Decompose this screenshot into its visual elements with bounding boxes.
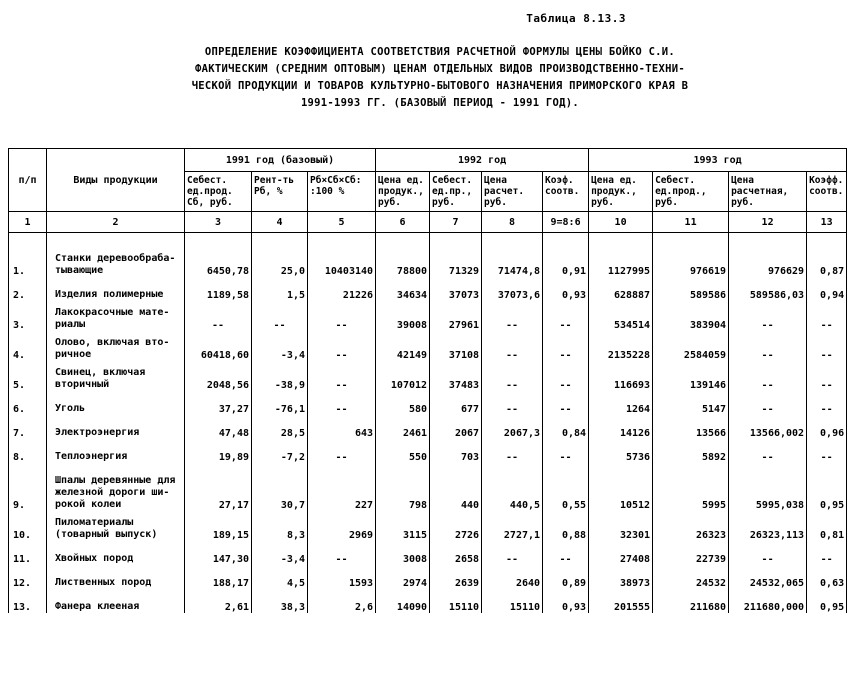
table-cell: 27408: [589, 541, 653, 565]
table-cell: 227: [308, 463, 376, 511]
row-number: 12.: [9, 565, 47, 589]
table-cell: 22739: [653, 541, 729, 565]
table-cell: 534514: [589, 301, 653, 331]
product-name: Лакокрасочные мате- риалы: [47, 301, 185, 331]
table-cell: 26323,113: [729, 511, 807, 541]
header-profitability-1991: Рент-ть Рб, %: [252, 172, 308, 212]
table-number: Таблица 8.13.3: [526, 12, 626, 25]
column-number: 2: [47, 212, 185, 233]
table-cell: 3115: [376, 511, 430, 541]
header-price-1992: Цена ед. продук., руб.: [376, 172, 430, 212]
table-cell: 147,30: [185, 541, 252, 565]
header-calc-price-1993: Цена расчетная, руб.: [729, 172, 807, 212]
table-cell: 27961: [430, 301, 482, 331]
product-name: Станки деревообраба- тывающие: [47, 233, 185, 278]
caption-line: ФАКТИЧЕСКИМ (СРЕДНИМ ОПТОВЫМ) ЦЕНАМ ОТДЕЛЬНЫХ ВИДОВ ПРОИЗВОДСТВЕННО-ТЕХНИ-: [195, 63, 685, 75]
header-product: Виды продукции: [47, 149, 185, 212]
table-cell: 47,48: [185, 415, 252, 439]
table-cell: 30,7: [252, 463, 308, 511]
table-cell: --: [308, 439, 376, 463]
table-cell: --: [729, 391, 807, 415]
table-cell: 440,5: [482, 463, 543, 511]
table-cell: 10403140: [308, 233, 376, 278]
table-cell: 5147: [653, 391, 729, 415]
table-cell: 2658: [430, 541, 482, 565]
table-cell: 27,17: [185, 463, 252, 511]
table-cell: 188,17: [185, 565, 252, 589]
header-price-1993: Цена ед. продук., руб.: [589, 172, 653, 212]
table-cell: 24532,065: [729, 565, 807, 589]
product-name: Электроэнергия: [47, 415, 185, 439]
table-cell: 6450,78: [185, 233, 252, 278]
table-cell: 14090: [376, 589, 430, 613]
table-cell: 2969: [308, 511, 376, 541]
column-number: 11: [653, 212, 729, 233]
table-cell: 589586,03: [729, 277, 807, 301]
row-number: 9.: [9, 463, 47, 511]
table-cell: 71329: [430, 233, 482, 278]
table-cell: --: [308, 301, 376, 331]
table-cell: 42149: [376, 331, 430, 361]
table-cell: --: [807, 301, 847, 331]
table-row: [9, 511, 847, 541]
table-cell: 643: [308, 415, 376, 439]
table-cell: 24532: [653, 565, 729, 589]
table-cell: --: [308, 331, 376, 361]
table-cell: 0,89: [543, 565, 589, 589]
table-cell: --: [482, 541, 543, 565]
table-cell: 2726: [430, 511, 482, 541]
table-cell: --: [543, 391, 589, 415]
table-body: [9, 233, 847, 614]
table-cell: 60418,60: [185, 331, 252, 361]
table-cell: 589586: [653, 277, 729, 301]
row-number: 4.: [9, 331, 47, 361]
table-cell: 1189,58: [185, 277, 252, 301]
table-cell: 628887: [589, 277, 653, 301]
table-row: [9, 277, 847, 301]
table-cell: 37073: [430, 277, 482, 301]
table-cell: 21226: [308, 277, 376, 301]
product-name: Лиственных пород: [47, 565, 185, 589]
table-cell: 1,5: [252, 277, 308, 301]
table-cell: 8,3: [252, 511, 308, 541]
table-cell: --: [308, 391, 376, 415]
table-cell: 38,3: [252, 589, 308, 613]
table-row: [9, 331, 847, 361]
table-cell: 976619: [653, 233, 729, 278]
table-cell: 0,95: [807, 463, 847, 511]
table-cell: 13566,002: [729, 415, 807, 439]
row-number: 3.: [9, 301, 47, 331]
table-cell: 0,96: [807, 415, 847, 439]
table-cell: -3,4: [252, 541, 308, 565]
table-cell: 32301: [589, 511, 653, 541]
table-row: [9, 301, 847, 331]
table-row: [9, 361, 847, 391]
header-year-1993: 1993 год: [589, 149, 847, 172]
product-name: Фанера клееная: [47, 589, 185, 613]
header-year-1991: 1991 год (базовый): [185, 149, 376, 172]
table-cell: 0,95: [807, 589, 847, 613]
table-cell: 2639: [430, 565, 482, 589]
header-cost-1993: Себест. ед.прод., руб.: [653, 172, 729, 212]
table-cell: 37073,6: [482, 277, 543, 301]
table-cell: 211680: [653, 589, 729, 613]
table-cell: 2067: [430, 415, 482, 439]
table-row: [9, 463, 847, 511]
column-number: 4: [252, 212, 308, 233]
table-cell: 5736: [589, 439, 653, 463]
table-cell: --: [729, 541, 807, 565]
table-cell: --: [807, 391, 847, 415]
table-cell: 0,94: [807, 277, 847, 301]
table-cell: -3,4: [252, 331, 308, 361]
table-cell: --: [729, 361, 807, 391]
table-cell: 2640: [482, 565, 543, 589]
product-name: Свинец, включая вторичный: [47, 361, 185, 391]
header-year-1992: 1992 год: [376, 149, 589, 172]
table-cell: 4,5: [252, 565, 308, 589]
row-number: 13.: [9, 589, 47, 613]
table-cell: --: [807, 361, 847, 391]
table-cell: 383904: [653, 301, 729, 331]
table-cell: 2,6: [308, 589, 376, 613]
table-cell: 2135228: [589, 331, 653, 361]
table-cell: --: [252, 301, 308, 331]
table-cell: 976629: [729, 233, 807, 278]
table-cell: --: [729, 439, 807, 463]
table-cell: 0,81: [807, 511, 847, 541]
table-cell: --: [543, 541, 589, 565]
table-cell: 37108: [430, 331, 482, 361]
product-name: Олово, включая вто- ричное: [47, 331, 185, 361]
table-cell: --: [482, 301, 543, 331]
table-cell: --: [543, 439, 589, 463]
table-cell: --: [807, 439, 847, 463]
table-cell: 39008: [376, 301, 430, 331]
price-coefficient-table: [8, 148, 847, 613]
table-cell: 0,55: [543, 463, 589, 511]
table-caption: [160, 44, 720, 112]
product-name: Теплоэнергия: [47, 439, 185, 463]
table-cell: 71474,8: [482, 233, 543, 278]
table-cell: --: [729, 331, 807, 361]
product-name: Хвойных пород: [47, 541, 185, 565]
row-number: 2.: [9, 277, 47, 301]
row-number: 10.: [9, 511, 47, 541]
table-cell: 798: [376, 463, 430, 511]
table-cell: --: [543, 301, 589, 331]
table-cell: 1264: [589, 391, 653, 415]
table-cell: --: [807, 541, 847, 565]
table-cell: --: [482, 391, 543, 415]
column-number: 10: [589, 212, 653, 233]
table-cell: 28,5: [252, 415, 308, 439]
table-cell: 14126: [589, 415, 653, 439]
column-number: 8: [482, 212, 543, 233]
table-row: [9, 589, 847, 613]
table-cell: 2067,3: [482, 415, 543, 439]
table-cell: 703: [430, 439, 482, 463]
table-cell: --: [185, 301, 252, 331]
table-cell: 38973: [589, 565, 653, 589]
table-cell: 0,84: [543, 415, 589, 439]
caption-line: ЧЕСКОЙ ПРОДУКЦИИ И ТОВАРОВ КУЛЬТУРНО-БЫТОВОГО НАЗНАЧЕНИЯ ПРИМОРСКОГО КРАЯ В: [191, 80, 689, 92]
table-cell: --: [543, 361, 589, 391]
table-cell: 677: [430, 391, 482, 415]
table-cell: 440: [430, 463, 482, 511]
table-cell: 37483: [430, 361, 482, 391]
column-number: 9=8:6: [543, 212, 589, 233]
row-number: 7.: [9, 415, 47, 439]
row-number: 8.: [9, 439, 47, 463]
table-cell: 78800: [376, 233, 430, 278]
column-number: 5: [308, 212, 376, 233]
table-cell: 2974: [376, 565, 430, 589]
table-cell: --: [482, 361, 543, 391]
row-number: 6.: [9, 391, 47, 415]
table-cell: 0,93: [543, 589, 589, 613]
table-cell: 26323: [653, 511, 729, 541]
table-cell: 2461: [376, 415, 430, 439]
header-coef-1993: Коэфф. соотв.: [807, 172, 847, 212]
table-cell: 0,93: [543, 277, 589, 301]
table-row: [9, 439, 847, 463]
table-cell: 107012: [376, 361, 430, 391]
header-cost-1992: Себест. ед.пр., руб.: [430, 172, 482, 212]
header-pn: п/п: [9, 149, 47, 212]
table-cell: 1593: [308, 565, 376, 589]
caption-line: ОПРЕДЕЛЕНИЕ КОЭФФИЦИЕНТА СООТВЕТСТВИЯ РАСЧЕТНОЙ ФОРМУЛЫ ЦЕНЫ БОЙКО С.И.: [204, 46, 676, 58]
table-row: [9, 233, 847, 278]
table-cell: 580: [376, 391, 430, 415]
product-name: Шпалы деревянные для железной дороги ши- рокой колеи: [47, 463, 185, 511]
column-number: 6: [376, 212, 430, 233]
table-cell: 116693: [589, 361, 653, 391]
table-cell: -38,9: [252, 361, 308, 391]
table-cell: -7,2: [252, 439, 308, 463]
column-number: 3: [185, 212, 252, 233]
table-cell: 1127995: [589, 233, 653, 278]
column-number: 7: [430, 212, 482, 233]
column-number: 13: [807, 212, 847, 233]
table-cell: 3008: [376, 541, 430, 565]
table-cell: 0,91: [543, 233, 589, 278]
table-cell: 2,61: [185, 589, 252, 613]
table-cell: 37,27: [185, 391, 252, 415]
table-cell: 2727,1: [482, 511, 543, 541]
row-number: 1.: [9, 233, 47, 278]
table-cell: 2048,56: [185, 361, 252, 391]
product-name: Уголь: [47, 391, 185, 415]
table-row: [9, 565, 847, 589]
table-row: [9, 415, 847, 439]
table-cell: 15110: [482, 589, 543, 613]
table-cell: 34634: [376, 277, 430, 301]
table-cell: 5892: [653, 439, 729, 463]
table-cell: --: [308, 361, 376, 391]
table-cell: --: [482, 331, 543, 361]
table-cell: 5995,038: [729, 463, 807, 511]
table-cell: 201555: [589, 589, 653, 613]
table-cell: 15110: [430, 589, 482, 613]
table-cell: 550: [376, 439, 430, 463]
table-cell: 139146: [653, 361, 729, 391]
table-cell: 25,0: [252, 233, 308, 278]
header-calc-price-1992: Цена расчет. руб.: [482, 172, 543, 212]
table-cell: 0,87: [807, 233, 847, 278]
table-cell: 2584059: [653, 331, 729, 361]
table-cell: --: [308, 541, 376, 565]
column-number: 1: [9, 212, 47, 233]
row-number: 11.: [9, 541, 47, 565]
table-cell: 0,63: [807, 565, 847, 589]
table-cell: 5995: [653, 463, 729, 511]
caption-line: 1991-1993 ГГ. (БАЗОВЫЙ ПЕРИОД - 1991 ГОД).: [300, 97, 580, 109]
column-numbers-row: [9, 212, 847, 233]
table-cell: --: [729, 301, 807, 331]
header-coef-1992: Коэф. соотв.: [543, 172, 589, 212]
row-number: 5.: [9, 361, 47, 391]
table-cell: 0,88: [543, 511, 589, 541]
table-cell: 189,15: [185, 511, 252, 541]
table-cell: 13566: [653, 415, 729, 439]
product-name: Пиломатериалы (товарный выпуск): [47, 511, 185, 541]
table-row: [9, 391, 847, 415]
table-cell: --: [807, 331, 847, 361]
product-name: Изделия полимерные: [47, 277, 185, 301]
table-cell: 19,89: [185, 439, 252, 463]
table-row: [9, 541, 847, 565]
header-cost-1991: Себест. ед.прод. Сб, руб.: [185, 172, 252, 212]
table-cell: --: [482, 439, 543, 463]
column-number: 12: [729, 212, 807, 233]
table-cell: 10512: [589, 463, 653, 511]
header-calc-1991: Рб×Сб×Сб: :100 %: [308, 172, 376, 212]
table-cell: --: [543, 331, 589, 361]
table-cell: -76,1: [252, 391, 308, 415]
table-cell: 211680,000: [729, 589, 807, 613]
